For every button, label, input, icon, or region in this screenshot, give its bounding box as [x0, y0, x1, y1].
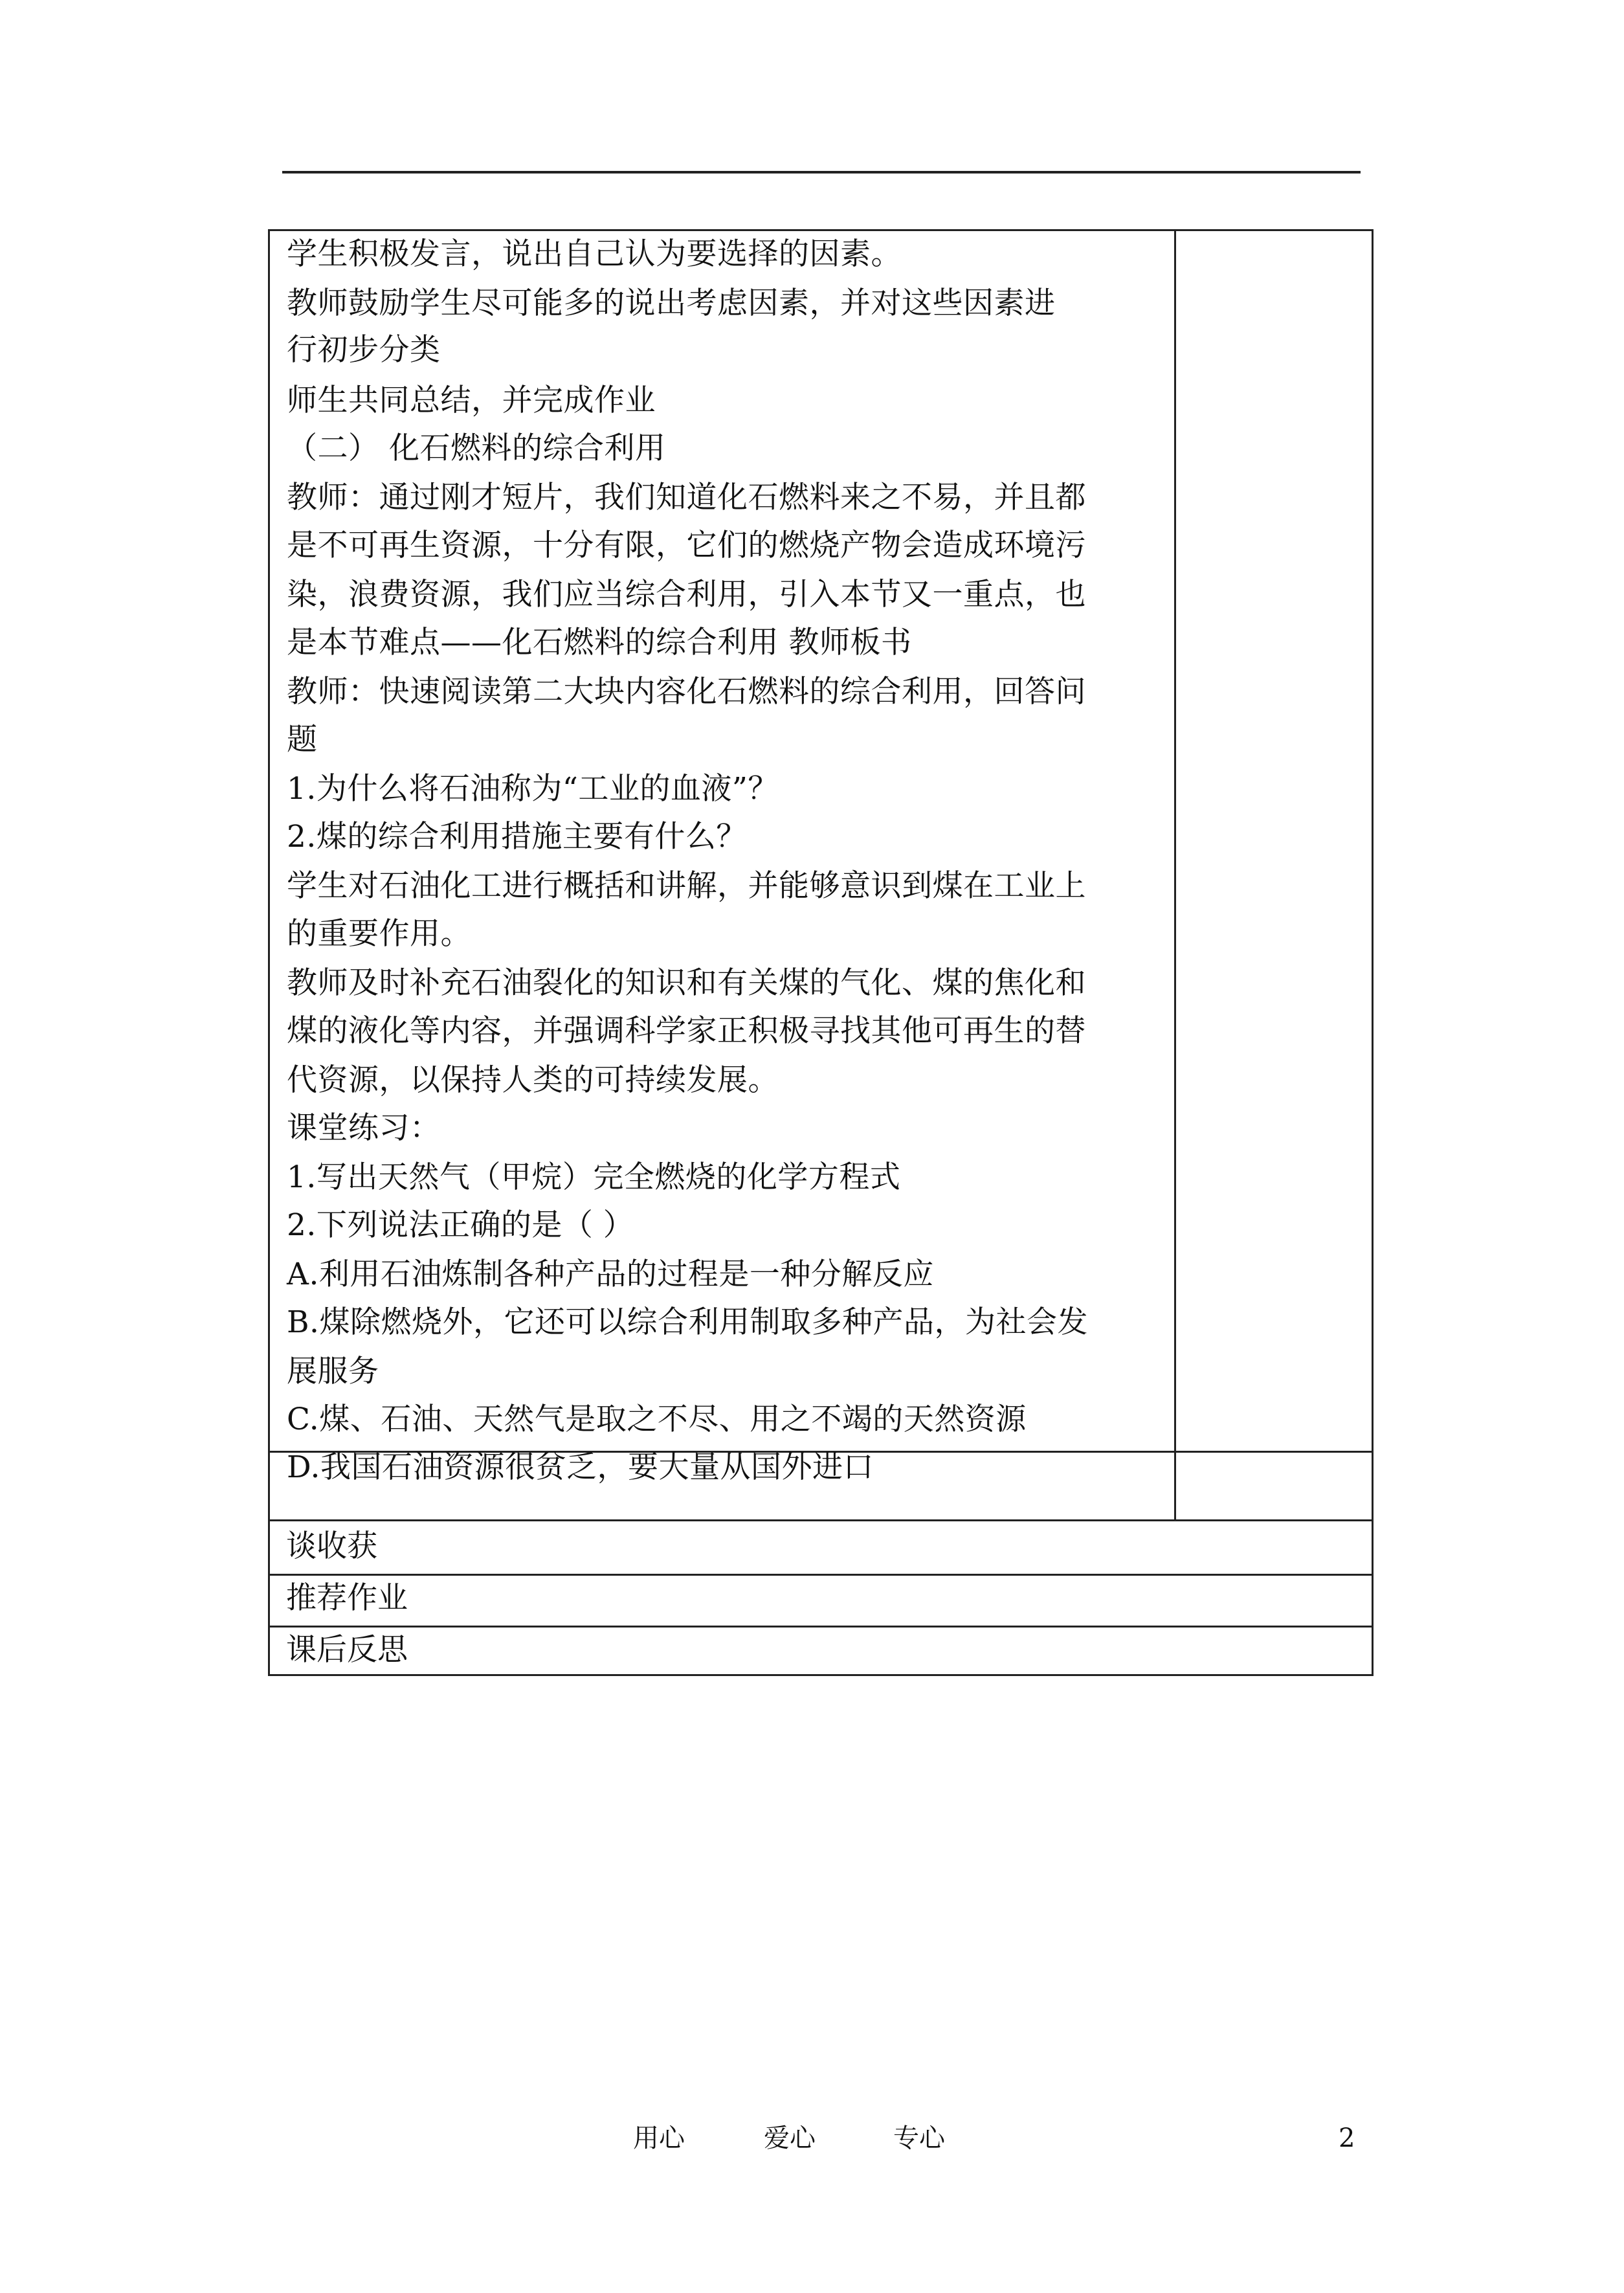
answer-option: C.煤、石油、天然气是取之不尽、用之不竭的天然资源	[287, 1402, 1027, 1437]
content-line: 行初步分类	[287, 332, 441, 368]
reflection-row-label: 课后反思	[286, 1632, 408, 1668]
question-item: 2.煤的综合利用措施主要有什么？	[287, 819, 747, 855]
row-divider	[268, 1626, 1374, 1627]
row-divider	[268, 1519, 1374, 1521]
answer-option: D.我国石油资源很贫乏，要大量从国外进口	[287, 1449, 874, 1485]
content-line: 学生积极发言，说出自己认为要选择的因素。	[287, 236, 902, 272]
row-divider	[268, 1574, 1374, 1576]
content-line: 教师鼓励学生尽可能多的说出考虑因素，并对这些因素进	[287, 285, 1056, 321]
footer-word-1: 用心	[633, 2123, 685, 2153]
answer-option: 展服务	[287, 1354, 379, 1389]
exercise-heading: 课堂练习：	[287, 1110, 441, 1146]
footer-word-3: 专心	[893, 2123, 945, 2153]
homework-row-label: 推荐作业	[286, 1580, 408, 1616]
page-number: 2	[1339, 2123, 1355, 2153]
harvest-row-label: 谈收获	[286, 1528, 377, 1564]
exercise-item: 2.下列说法正确的是（ ）	[287, 1207, 634, 1243]
content-line: 的重要作用。	[287, 916, 471, 952]
content-line: 教师：快速阅读第二大块内容化石燃料的综合利用，回答问	[287, 674, 1086, 710]
content-line: 学生对石油化工进行概括和讲解，并能够意识到煤在工业上	[287, 868, 1086, 904]
content-line: 教师及时补充石油裂化的知识和有关煤的气化、煤的焦化和	[287, 965, 1086, 1001]
exercise-item: 1.写出天然气（甲烷）完全燃烧的化学方程式	[287, 1159, 901, 1195]
footer-word-2: 爱心	[764, 2123, 816, 2153]
section-heading: （二） 化石燃料的综合利用	[287, 431, 666, 466]
content-line: 题	[287, 722, 318, 757]
content-line: 是不可再生资源，十分有限，它们的燃烧产物会造成环境污	[287, 528, 1086, 563]
content-line: 代资源，以保持人类的可持续发展。	[287, 1062, 779, 1098]
content-line: 煤的液化等内容，并强调科学家正积极寻找其他可再生的替	[287, 1013, 1086, 1049]
content-line: 染，浪费资源，我们应当综合利用，引入本节又一重点，也	[287, 577, 1086, 612]
question-item: 1.为什么将石油称为“工业的血液”？	[287, 771, 779, 807]
header-rule	[282, 171, 1361, 173]
table-border	[268, 229, 1374, 1676]
content-line: 是本节难点——化石燃料的综合利用 教师板书	[287, 625, 912, 660]
answer-option: A.利用石油炼制各种产品的过程是一种分解反应	[287, 1257, 934, 1292]
content-line: 教师：通过刚才短片，我们知道化石燃料来之不易，并且都	[287, 480, 1086, 515]
content-line: 师生共同总结，并完成作业	[287, 383, 656, 418]
answer-option: B.煤除燃烧外，它还可以综合利用制取多种产品，为社会发	[287, 1304, 1088, 1340]
